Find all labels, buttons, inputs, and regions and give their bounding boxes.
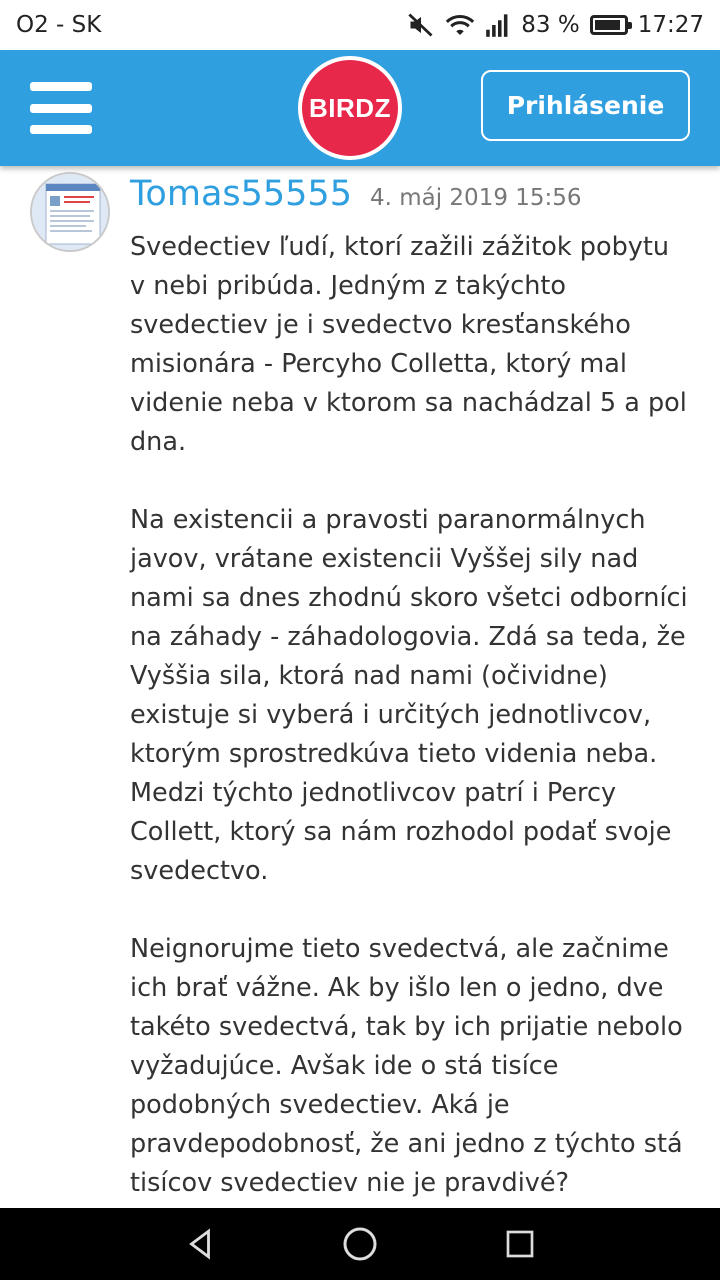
status-icons	[407, 11, 704, 39]
back-icon[interactable]	[170, 1214, 230, 1274]
battery-percent: 83 %	[521, 12, 580, 38]
battery-icon	[590, 15, 628, 35]
post-paragraph: Svedectiev ľudí, ktorí zažili zážitok pobytu v nebi pribúda. Jedným z takýchto svedectiev je i svedectvo kresťanského misionára - Percyho Colletta, ktorý mal videnie neba v ktorom sa nachádzal 5 a pol dna.	[130, 232, 687, 457]
status-bar	[0, 0, 720, 50]
post-timestamp: 4. máj 2019 15:56	[369, 185, 582, 211]
birdz-logo[interactable]: BIRDZ	[298, 56, 402, 160]
menu-icon[interactable]	[30, 82, 92, 134]
app-header	[0, 50, 720, 166]
system-nav-bar	[0, 1208, 720, 1280]
post-paragraph: Neignorujme tieto svedectvá, ale začnime ich brať vážne. Ak by išlo len o jedno, dve takéto svedectvá, tak by ich prijatie nebolo vyžadujúce. Avšak ide o stá tisíce podobných svedectiev. Aká je pravdepodobnosť, že ani jedno z týchto stá tisícov svedectiev nie je pravdivé?	[130, 934, 683, 1198]
post-header	[130, 174, 582, 214]
post	[0, 166, 720, 1208]
home-icon[interactable]	[330, 1214, 390, 1274]
post-paragraph: Na existencii a pravosti paranormálnych javov, vrátane existencii Vyššej sily nad nami sa dnes zhodnú skoro všetci odborníci na záhady - záhadologovia. Zdá sa teda, že Vyššia sila, ktorá nad nami (očividne) existuje si vyberá i určitých jednotlivcov, ktorým sprostredkúva tieto videnia neba. Medzi týchto jednotlivcov patrí i Percy Collett, ktorý sa nám rozhodol podať svoje svedectvo.	[130, 505, 688, 886]
avatar[interactable]	[30, 172, 110, 252]
carrier-label: O2 - SK	[16, 12, 102, 38]
mute-icon	[407, 11, 435, 39]
login-button[interactable]: Prihlásenie	[481, 70, 690, 141]
post-body	[130, 228, 690, 1208]
recents-icon[interactable]	[490, 1214, 550, 1274]
signal-icon	[485, 13, 511, 37]
clock: 17:27	[637, 12, 704, 38]
author-link[interactable]: Tomas55555	[130, 174, 352, 214]
wifi-icon	[445, 12, 475, 38]
